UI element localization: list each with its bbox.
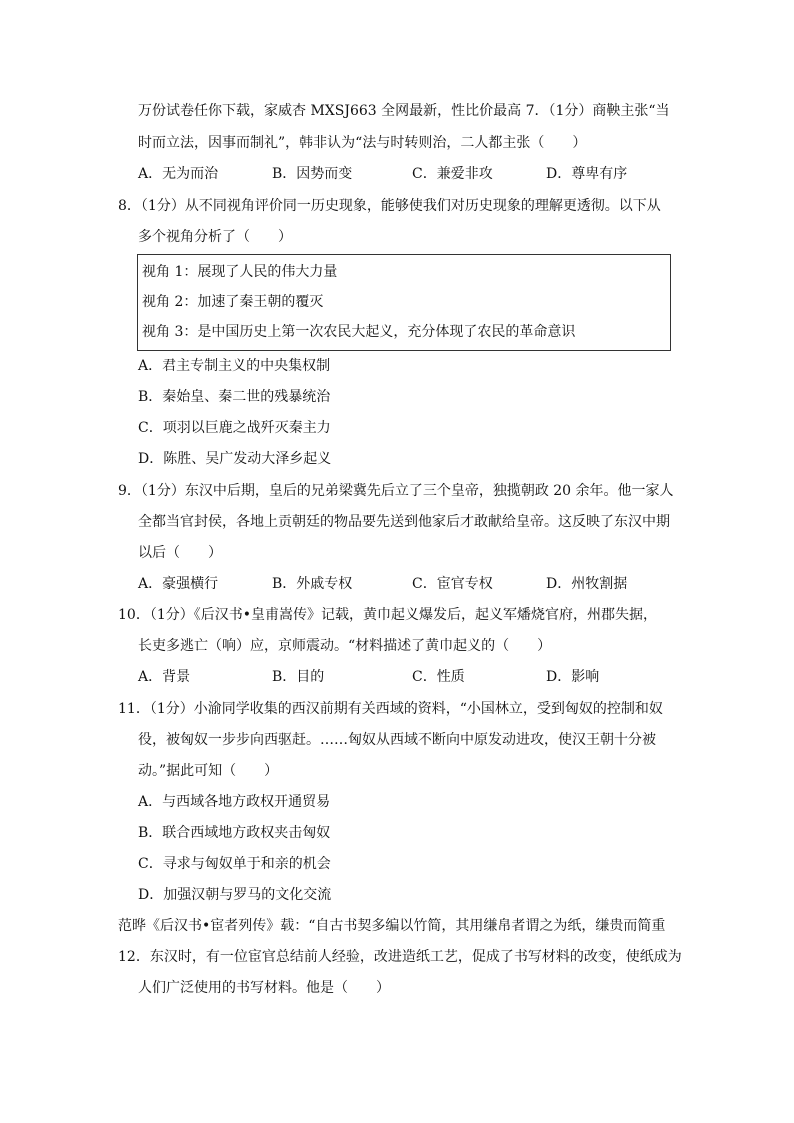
q10-option-c[interactable]: C．性质: [412, 669, 465, 685]
perspective-2: 视角 2：加速了秦王朝的覆灭: [142, 294, 324, 310]
q10-options: [138, 667, 658, 687]
quote-line: 范晔《后汉书•宦者列传》载：“自古书契多编以竹简，其用缣帛者谓之为纸，缣贵而简重: [118, 918, 666, 934]
q10-stem: 10．（1分）《后汉书•皇甫嵩传》记载，黄巾起义爆发后，起义军燔烧官府，州郡失据，: [118, 607, 657, 623]
q12-stem: 人们广泛使用的书写材料。他是（ ）: [138, 980, 390, 996]
q11-stem: 役，被匈奴一步步向西驱赶。……匈奴从西域不断向中原发动进攻，使汉王朝十分被: [138, 732, 656, 748]
q8-option-c[interactable]: C．项羽以巨鹿之战歼灭秦主力: [138, 420, 331, 436]
text-line: 时而立法，因事而制礼”，韩非认为“法与时转则治，二人都主张（ ）: [138, 135, 587, 151]
q8-perspective-box: [137, 254, 671, 351]
text-line: 万份试卷任你下载，家威杏 MXSJ663 全网最新，性比价最高 7．（1分）商鞅主张“当: [138, 103, 670, 119]
q10-option-a[interactable]: A．背景: [138, 669, 191, 685]
q8-stem: 8．（1分）从不同视角评价同一历史现象，能够使我们对历史现象的理解更透彻。以下从: [118, 198, 661, 214]
q7-option-b[interactable]: B．因势而变: [272, 166, 353, 182]
q9-stem: 以后（ ）: [138, 545, 222, 561]
perspective-1: 视角 1：展现了人民的伟大力量: [142, 264, 338, 280]
q11-option-c[interactable]: C．寻求与匈奴单于和亲的机会: [138, 856, 331, 872]
q12-stem: 12．东汉时，有一位宦官总结前人经验，改进造纸工艺，促成了书写材料的改变，使纸成为: [118, 949, 682, 965]
q11-stem: 动。”据此可知（ ）: [138, 763, 279, 779]
q9-option-b[interactable]: B．外戚专权: [272, 576, 353, 592]
q10-option-b[interactable]: B．目的: [272, 669, 325, 685]
q9-option-d[interactable]: D．州牧割据: [546, 576, 628, 592]
q11-option-b[interactable]: B．联合西域地方政权夹击匈奴: [138, 825, 331, 841]
q8-stem: 多个视角分析了（ ）: [138, 229, 292, 245]
q10-option-d[interactable]: D．影响: [546, 669, 600, 685]
q9-stem: 9．（1分）东汉中后期，皇后的兄弟梁冀先后立了三个皇帝，独揽朝政 20 余年。他一家人: [118, 483, 674, 499]
perspective-3: 视角 3：是中国历史上第一次农民大起义，充分体现了农民的革命意识: [142, 324, 576, 340]
q7-option-d[interactable]: D．尊卑有序: [546, 166, 628, 182]
q8-option-a[interactable]: A．君主专制主义的中央集权制: [138, 358, 331, 374]
q9-options: [138, 574, 658, 594]
q7-options: [138, 164, 658, 184]
q9-option-a[interactable]: A．豪强横行: [138, 576, 219, 592]
q11-option-a[interactable]: A．与西域各地方政权开通贸易: [138, 794, 331, 810]
q7-option-c[interactable]: C．兼爱非攻: [412, 166, 493, 182]
q8-option-b[interactable]: B．秦始皇、秦二世的残暴统治: [138, 389, 331, 405]
q11-stem: 11．（1分）小渝同学收集的西汉前期有关西域的资料，“小国林立，受到匈奴的控制和奴: [118, 701, 663, 717]
q9-stem: 全都当官封侯，各地上贡朝廷的物品要先送到他家后才敢献给皇帝。这反映了东汉中期: [138, 514, 670, 530]
q9-option-c[interactable]: C．宦官专权: [412, 576, 493, 592]
q8-option-d[interactable]: D．陈胜、吴广发动大泽乡起义: [138, 451, 332, 467]
q11-option-d[interactable]: D．加强汉朝与罗马的文化交流: [138, 887, 332, 903]
q7-option-a[interactable]: A．无为而治: [138, 166, 219, 182]
q10-stem: 长吏多逃亡（响）应，京师震动。“材料描述了黄巾起义的（ ）: [138, 638, 552, 654]
